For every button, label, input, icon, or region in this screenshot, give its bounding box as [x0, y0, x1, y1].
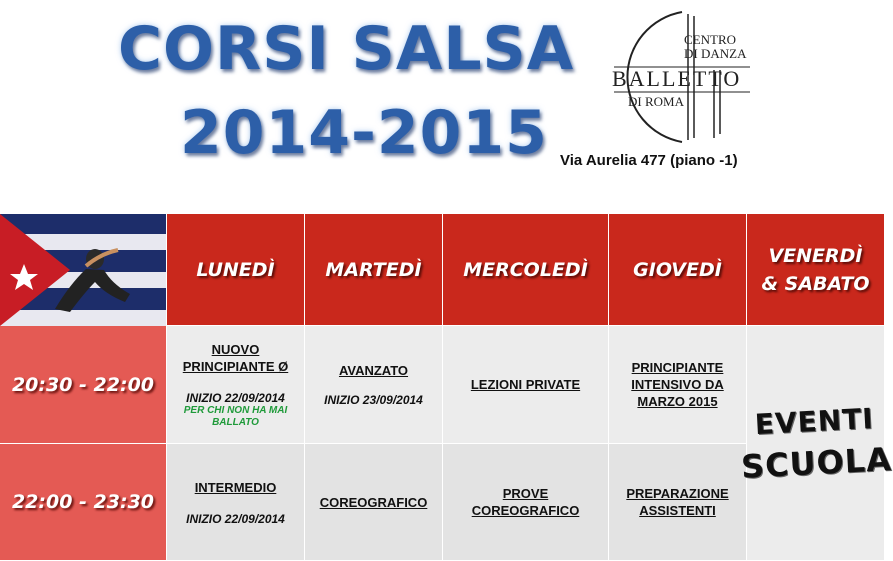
start-date: INIZIO 23/09/2014 — [324, 393, 423, 407]
beginner-note: PER CHI NON HA MAI BALLATO — [183, 404, 288, 428]
schedule-table — [0, 214, 893, 561]
course-cell-lun-1 — [167, 326, 305, 444]
day-label: GIOVEDÌ — [633, 258, 722, 281]
cuba-flag-dancer-image — [0, 214, 167, 326]
start-date: INIZIO 22/09/2014 — [186, 511, 285, 526]
day-header-martedi — [305, 214, 443, 326]
course-name: PRINCIPIANTE INTENSIVO DA MARZO 2015 — [631, 360, 724, 409]
flag-illustration — [0, 214, 166, 326]
course-name: INTERMEDIO — [194, 479, 277, 495]
season-years: 2014-2015 — [180, 98, 548, 168]
course-name: LEZIONI PRIVATE — [470, 377, 581, 392]
day-label: VENERDÌ & SABATO — [761, 244, 870, 295]
course-name: NUOVO PRINCIPIANTE Ø — [182, 341, 289, 374]
course-cell-mer-2 — [443, 444, 609, 561]
course-cell-gio-1 — [609, 326, 747, 444]
course-name: PREPARAZIONE ASSISTENTI — [626, 486, 729, 518]
eventi-scuola-label — [738, 401, 893, 486]
time-slot-2 — [0, 444, 167, 561]
day-header-venerdi-sabato — [747, 214, 884, 326]
start-date: INIZIO 22/09/2014 — [186, 390, 285, 405]
address: Via Aurelia 477 (piano -1) — [560, 152, 738, 169]
time-label: 20:30 - 22:00 — [11, 373, 155, 396]
day-header-mercoledi — [443, 214, 609, 326]
time-slot-1 — [0, 326, 167, 444]
day-label: LUNEDÌ — [196, 258, 275, 281]
weekend-events-cell — [740, 326, 893, 561]
day-label: MERCOLEDÌ — [463, 258, 588, 281]
course-cell-mar-2 — [305, 444, 443, 561]
course-cell-mer-1 — [443, 326, 609, 444]
day-label: MARTEDÌ — [325, 258, 422, 281]
day-header-lunedi — [167, 214, 305, 326]
eventi-text: EVENTI — [754, 401, 875, 441]
logo-centro: CENTRO — [684, 32, 736, 47]
page-title: CORSI SALSA — [118, 14, 575, 84]
course-name: COREOGRAFICO — [319, 494, 428, 510]
course-cell-gio-2 — [609, 444, 747, 561]
day-header-giovedi — [609, 214, 747, 326]
balletto-di-roma-logo — [612, 10, 762, 145]
scuola-text: SCUOLA — [740, 439, 893, 486]
course-name: AVANZATO — [338, 363, 409, 378]
time-label: 22:00 - 23:30 — [11, 491, 155, 513]
logo-balletto: BALLETTO — [612, 66, 742, 91]
logo-di-roma: DI ROMA — [628, 94, 684, 109]
course-cell-mar-1 — [305, 326, 443, 444]
course-cell-lun-2 — [167, 444, 305, 561]
logo-di-danza: DI DANZA — [684, 46, 747, 61]
course-name: PROVE COREOGRAFICO — [471, 486, 580, 518]
